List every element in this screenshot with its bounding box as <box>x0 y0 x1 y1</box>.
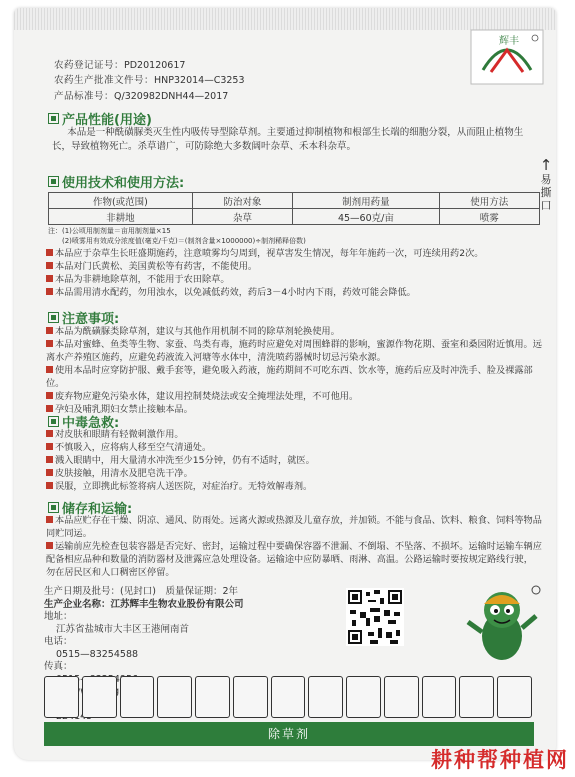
performance-title: 产品性能(用途) <box>48 109 152 128</box>
mascot-icon <box>464 582 542 666</box>
cautions-bullets <box>46 325 542 416</box>
section-marker-icon <box>48 176 59 187</box>
permit-value: HNP32014—C3253 <box>154 75 245 86</box>
mask-icon <box>233 676 268 718</box>
list-item: 本品应贮存在干燥、阴凉、通风、防雨处。远离火源或热源及儿童存放，并加锁。不能与食品、饮料、粮食、饲料等物品同贮同运。 <box>46 515 542 539</box>
firstaid-bullets <box>46 428 542 493</box>
address-line: 地址： <box>44 611 73 622</box>
registered-icon <box>532 586 540 594</box>
std-value: Q/320982DNH44—2017 <box>114 91 229 102</box>
table-cell: 45—60克/亩 <box>293 209 439 225</box>
qr-finder <box>392 594 398 600</box>
reg-label: 农药登记证号： <box>54 60 125 71</box>
list-item: 本品需用清水配药，勿用浊水，以免减低药效，药后3－4小时内下雨，药效可能会降低。 <box>46 286 542 299</box>
fish-hazard-icon <box>422 676 457 718</box>
permit-label: 农药生产批准文件号： <box>54 75 155 86</box>
qr-code <box>346 588 404 646</box>
protective-suit-icon <box>346 676 381 718</box>
phone-value: 0515—83254588 <box>56 648 139 660</box>
mascot-arm <box>468 622 482 632</box>
bullet-icon <box>46 327 53 334</box>
list-item: 不慎吸入，应将病人移至空气清通处。 <box>46 441 542 454</box>
permit-line <box>54 72 245 86</box>
no-animals-icon <box>497 676 532 718</box>
list-item: 本品对门氏黄松、美国黄松等有药害，不能使用。 <box>46 260 542 273</box>
table-header-cell: 防治对象 <box>192 193 292 209</box>
qr-finder <box>352 634 358 640</box>
usage-bullets <box>46 247 542 299</box>
no-eating-icon <box>44 676 79 718</box>
bullet-icon <box>46 366 53 373</box>
bullet-icon <box>46 275 53 282</box>
bullet-icon <box>46 469 53 476</box>
table-header-cell: 使用方法 <box>439 193 539 209</box>
storage-bullets <box>46 514 542 579</box>
watermark-text: 耕种帮种植网 <box>431 747 569 772</box>
tear-notch[interactable] <box>536 158 556 212</box>
usage-note-1: 注：(1)公顷用制剂量＝亩用制剂量×15 <box>48 227 171 235</box>
table-header-row <box>49 193 540 209</box>
table-cell: 杂草 <box>192 209 292 225</box>
gloves-pair-icon <box>195 676 230 718</box>
list-item: 皮肤接触，用清水及肥皂洗干净。 <box>46 467 542 480</box>
section-marker-icon <box>48 416 59 427</box>
spray-icon <box>120 676 155 718</box>
bullet-icon <box>46 456 53 463</box>
section-marker-icon <box>48 113 59 124</box>
table-header-cell: 作物(或范围) <box>49 193 193 209</box>
company-line: 生产企业名称：江苏辉丰生物农业股份有限公司 <box>44 598 244 610</box>
table-header-cell: 制剂用药量 <box>293 193 439 209</box>
arrow-up-icon: ↑ <box>539 156 553 174</box>
gloves-icon <box>82 676 117 718</box>
bullet-icon <box>46 443 53 450</box>
cautions-title: 注意事项: <box>48 308 119 327</box>
list-item: 误服，立即携此标签将病人送医院，对症治疗。无特效解毒剂。 <box>46 480 542 493</box>
table-cell: 喷雾 <box>439 209 539 225</box>
address-value: 江苏省盐城市大丰区王港闸南首 <box>56 623 190 635</box>
production-date-line: 生产日期及批号：(见封口) 质量保证期：2年 <box>44 586 239 597</box>
table-cell: 非耕地 <box>49 209 193 225</box>
usage-title: 使用技术和使用方法: <box>48 172 184 191</box>
bullet-icon <box>46 482 53 489</box>
mascot-pupil <box>494 609 498 613</box>
registration-line <box>54 57 185 71</box>
fax-line: 传真： <box>44 661 73 672</box>
tear-text-1: 易 <box>540 173 552 186</box>
label-package <box>14 8 556 760</box>
storage-title: 储存和运输: <box>48 498 132 517</box>
face-mask-icon <box>384 676 419 718</box>
boots-icon <box>157 676 192 718</box>
tear-text-2: 撕 <box>540 186 552 199</box>
list-item: 废弃物应避免污染水体，建议用控制焚烧法或安全掩埋法处理，不可他用。 <box>46 390 542 403</box>
table-row <box>49 209 540 225</box>
mascot-pupil <box>506 609 510 613</box>
bullet-icon <box>46 405 53 412</box>
bullet-icon <box>46 288 53 295</box>
safety-pictograms <box>44 676 532 718</box>
brand-logo <box>469 28 545 86</box>
herbicide-band: 除草剂 <box>44 722 534 746</box>
spray-person-icon <box>271 676 306 718</box>
bullet-icon <box>46 340 53 347</box>
std-label: 产品标准号： <box>54 91 115 102</box>
list-item: 溅入眼睛中，用大量清水冲洗至少15分钟，仍有不适时，就医。 <box>46 454 542 467</box>
bullet-icon <box>46 542 53 549</box>
list-item: 运输前应先检查包装容器是否完好、密封，运输过程中要确保容器不泄漏、不倒塌、不坠落、不损坏。运输时运输车辆应配备相应品种和数量的消防器材及泄露应急处理设备。运输途中应防暴晒、雨淋、高温。公路运输时要按规定路线行驶，勿在居民区和人口稠密区停留。 <box>46 541 542 578</box>
wash-icon <box>308 676 343 718</box>
section-marker-icon <box>48 312 59 323</box>
mascot-arm <box>522 616 536 628</box>
list-item: 使用本品时应穿防护服、戴手套等，避免吸入药液，施药期间不可吃东西、饮水等，施药后应及时冲洗手、脸及裸露部位。 <box>46 365 533 389</box>
standard-line <box>54 88 228 102</box>
bullet-icon <box>46 430 53 437</box>
bullet-icon <box>46 262 53 269</box>
list-item: 孕妇及哺乳期妇女禁止接触本品。 <box>46 403 542 416</box>
list-item: 本品应于杂草生长旺盛期施药，注意喷雾均匀周到，视草害发生情况，每年年施药一次，可连续用药2次。 <box>46 247 542 260</box>
usage-note-2: (2)喷雾用有效成分浓度值(毫克/千克)＝(制剂含量×1000000)÷制剂稀释倍数) <box>62 237 306 245</box>
section-marker-icon <box>48 502 59 513</box>
bullet-icon <box>46 516 53 523</box>
list-item: 对皮肤和眼睛有轻微刺激作用。 <box>46 428 542 441</box>
performance-text: 本品是一种酰磺脲类灭生性内吸传导型除草剂。主要通过抑制植物和根部生长端的细胞分裂，从而阻止植物生长，导致植物死亡。杀草谱广，可防除绝大多数阔叶杂草、禾本科杂草。 <box>52 127 524 152</box>
qr-finder <box>352 594 358 600</box>
logo-brand-text: 辉丰 <box>499 36 519 47</box>
phone-line: 电话： <box>44 636 73 647</box>
firstaid-title: 中毒急救: <box>48 412 119 431</box>
list-item: 本品为非耕地除草剂，不能用于农田除草。 <box>46 273 542 286</box>
usage-table <box>48 192 540 225</box>
reg-value: PD20120617 <box>124 60 186 71</box>
top-seal <box>14 8 556 30</box>
list-item: 本品为酰磺脲类除草剂，建议与其他作用机制不同的除草剂轮换使用。 <box>46 325 542 338</box>
bee-hazard-icon <box>459 676 494 718</box>
bullet-icon <box>46 392 53 399</box>
list-item: 本品对蜜蜂、鱼类等生物、家蚕、鸟类有毒，施药时应避免对周围蜂群的影响，蜜源作物花期、蚕室和桑园附近慎用。远离水产养殖区施药，应避免药液流入河塘等水体中，清洗喷药器械时切忌污染水源。 <box>46 339 542 363</box>
mascot-hat <box>484 595 520 604</box>
tear-text-3: 口 <box>540 199 552 212</box>
bullet-icon <box>46 249 53 256</box>
